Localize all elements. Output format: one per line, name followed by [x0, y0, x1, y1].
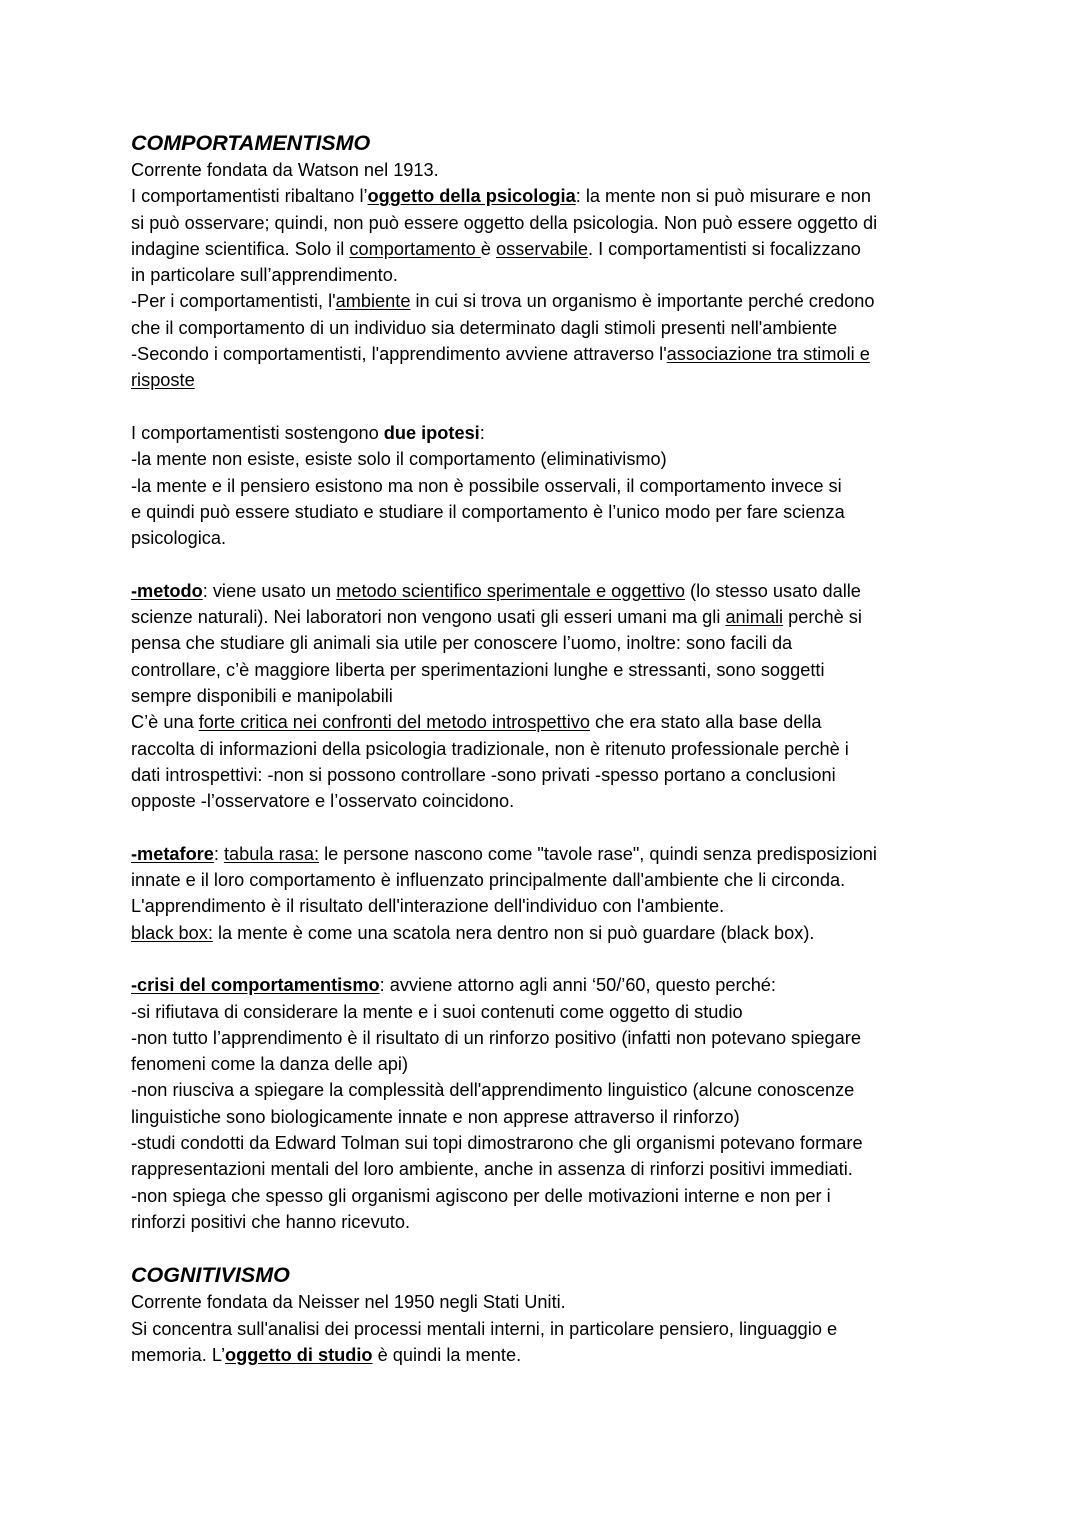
text-line: rappresentazioni mentali del loro ambiente, anche in assenza di rinforzi positivi immediati. [131, 1159, 853, 1180]
text-line: dati introspettivi: -non si possono controllare -sono privati -spesso portano a conclusioni [131, 764, 836, 785]
keyword-animali: animali [725, 607, 784, 628]
section-title-comportamentismo: COMPORTAMENTISMO [131, 131, 371, 155]
keyword-osservabile: osservabile [495, 238, 588, 259]
text-line: -metodo: viene usato un metodo scientifico sperimentale e oggettivo (lo stesso usato dalle [131, 580, 861, 601]
text-line: memoria. L’oggetto di studio è quindi la mente. [131, 1345, 522, 1366]
text-line: rinforzi positivi che hanno ricevuto. [131, 1211, 411, 1232]
keyword-oggetto-psicologia: oggetto della psicologia [367, 186, 576, 207]
text-line: -non riusciva a spiegare la complessità dell'apprendimento linguistico (alcune conoscenze [131, 1080, 855, 1101]
text-line: -metafore: tabula rasa: le persone nascono come "tavole rase", quindi senza predisposizioni [131, 843, 877, 864]
text-line: -non spiega che spesso gli organismi agiscono per delle motivazioni interne e non per i [131, 1185, 831, 1206]
text-line: Si concentra sull'analisi dei processi mentali interni, in particolare pensiero, linguaggio e [131, 1318, 838, 1339]
text-line: pensa che studiare gli animali sia utile per conoscere l’uomo, inoltre: sono facili da [131, 633, 793, 654]
text-line: innate e il loro comportamento è influenzato principalmente dall'ambiente che li circonda. [131, 870, 846, 891]
text-line: Corrente fondata da Neisser nel 1950 negli Stati Uniti. [131, 1292, 566, 1313]
keyword-critica-introspettivo: forte critica nei confronti del metodo introspettivo [198, 712, 590, 733]
keyword-risposte: risposte [131, 370, 195, 391]
text-line: I comportamentisti sostengono due ipotesi: [131, 422, 485, 443]
text-line: che il comportamento di un individuo sia determinato dagli stimoli presenti nell'ambiente [131, 317, 838, 338]
keyword-metafore: -metafore [131, 843, 214, 864]
text-line: Corrente fondata da Watson nel 1913. [131, 160, 439, 180]
keyword-comportamento: comportamento [349, 238, 481, 259]
paragraph-oggetto [131, 183, 980, 288]
text-line [131, 367, 980, 393]
paragraph-associazione [131, 341, 980, 394]
text-line: linguistiche sono biologicamente innate e non apprese attraverso il rinforzo) [131, 1106, 740, 1127]
paragraph-crisi [131, 972, 980, 1235]
text-line: opposte -l’osservatore e l’osservato coincidono. [131, 791, 515, 812]
text-line: -Secondo i comportamentisti, l'apprendimento avviene attraverso l'associazione tra stimoli e [131, 344, 870, 365]
keyword-associazione: associazione tra stimoli e [666, 344, 870, 365]
paragraph-metafore [131, 841, 980, 946]
text-line: C’è una forte critica nei confronti del metodo introspettivo che era stato alla base della [131, 712, 822, 733]
text-line: scienze naturali). Nei laboratori non vengono usati gli esseri umani ma gli animali perchè si [131, 607, 862, 628]
paragraph-ambiente [131, 288, 980, 341]
text-line: -Per i comportamentisti, l'ambiente in cui si trova un organismo è importante perché credono [131, 291, 875, 312]
keyword-black-box: black box: [131, 922, 213, 943]
spacer [131, 814, 980, 840]
keyword-ambiente: ambiente [335, 291, 411, 312]
text-line: in particolare sull’apprendimento. [131, 265, 398, 286]
text-line: -si rifiutava di considerare la mente e i suoi contenuti come oggetto di studio [131, 1001, 743, 1022]
paragraph-critica [131, 709, 980, 814]
text-line: sempre disponibili e manipolabili [131, 685, 393, 706]
text-line: -la mente e il pensiero esistono ma non è possibile osservali, il comportamento invece si [131, 475, 842, 496]
text-line: -crisi del comportamentismo: avviene attorno agli anni ‘50/’60, questo perché: [131, 975, 776, 996]
text-line: L'apprendimento è il risultato dell'interazione dell'individuo con l'ambiente. [131, 896, 725, 917]
paragraph-metodo [131, 578, 980, 709]
text-line: -non tutto l’apprendimento è il risultato di un rinforzo positivo (infatti non potevano spiegare [131, 1027, 861, 1048]
spacer [131, 946, 980, 972]
keyword-metodo-scientifico: metodo scientifico sperimentale e oggettivo [336, 580, 685, 601]
text-line: -studi condotti da Edward Tolman sui topi dimostrarono che gli organismi potevano formare [131, 1132, 863, 1153]
keyword-due-ipotesi: due ipotesi [383, 422, 480, 443]
text-line: e quindi può essere studiato e studiare il comportamento è l’unico modo per fare scienza [131, 501, 845, 522]
paragraph-ipotesi [131, 420, 980, 551]
section-title-cognitivismo: COGNITIVISMO [131, 1263, 290, 1288]
text-line: psicologica. [131, 528, 227, 549]
spacer [131, 551, 980, 577]
keyword-metodo: -metodo [131, 580, 203, 601]
keyword-tabula-rasa: tabula rasa: [223, 843, 320, 864]
text-line: si può osservare; quindi, non può essere oggetto della psicologia. Non può essere oggetto di [131, 212, 878, 233]
text-line: raccolta di informazioni della psicologia tradizionale, non è ritenuto professionale perchè i [131, 738, 849, 759]
text-line: fenomeni come la danza delle api) [131, 1054, 409, 1075]
spacer [131, 1235, 980, 1261]
text-line: -la mente non esiste, esiste solo il comportamento (eliminativismo) [131, 449, 667, 470]
spacer [131, 394, 980, 420]
keyword-oggetto-di-studio: oggetto di studio [225, 1345, 373, 1366]
text-line: indagine scientifica. Solo il comportamento è osservabile. I comportamentisti si focalizzano [131, 238, 861, 259]
text-line: black box: la mente è come una scatola nera dentro non si può guardare (black box). [131, 922, 815, 943]
text-line: controllare, c’è maggiore liberta per sperimentazioni lunghe e stressanti, sono soggetti [131, 659, 825, 680]
text-line: I comportamentisti ribaltano l’oggetto della psicologia: la mente non si può misurare e non [131, 186, 871, 207]
keyword-crisi: -crisi del comportamentismo [131, 975, 380, 996]
